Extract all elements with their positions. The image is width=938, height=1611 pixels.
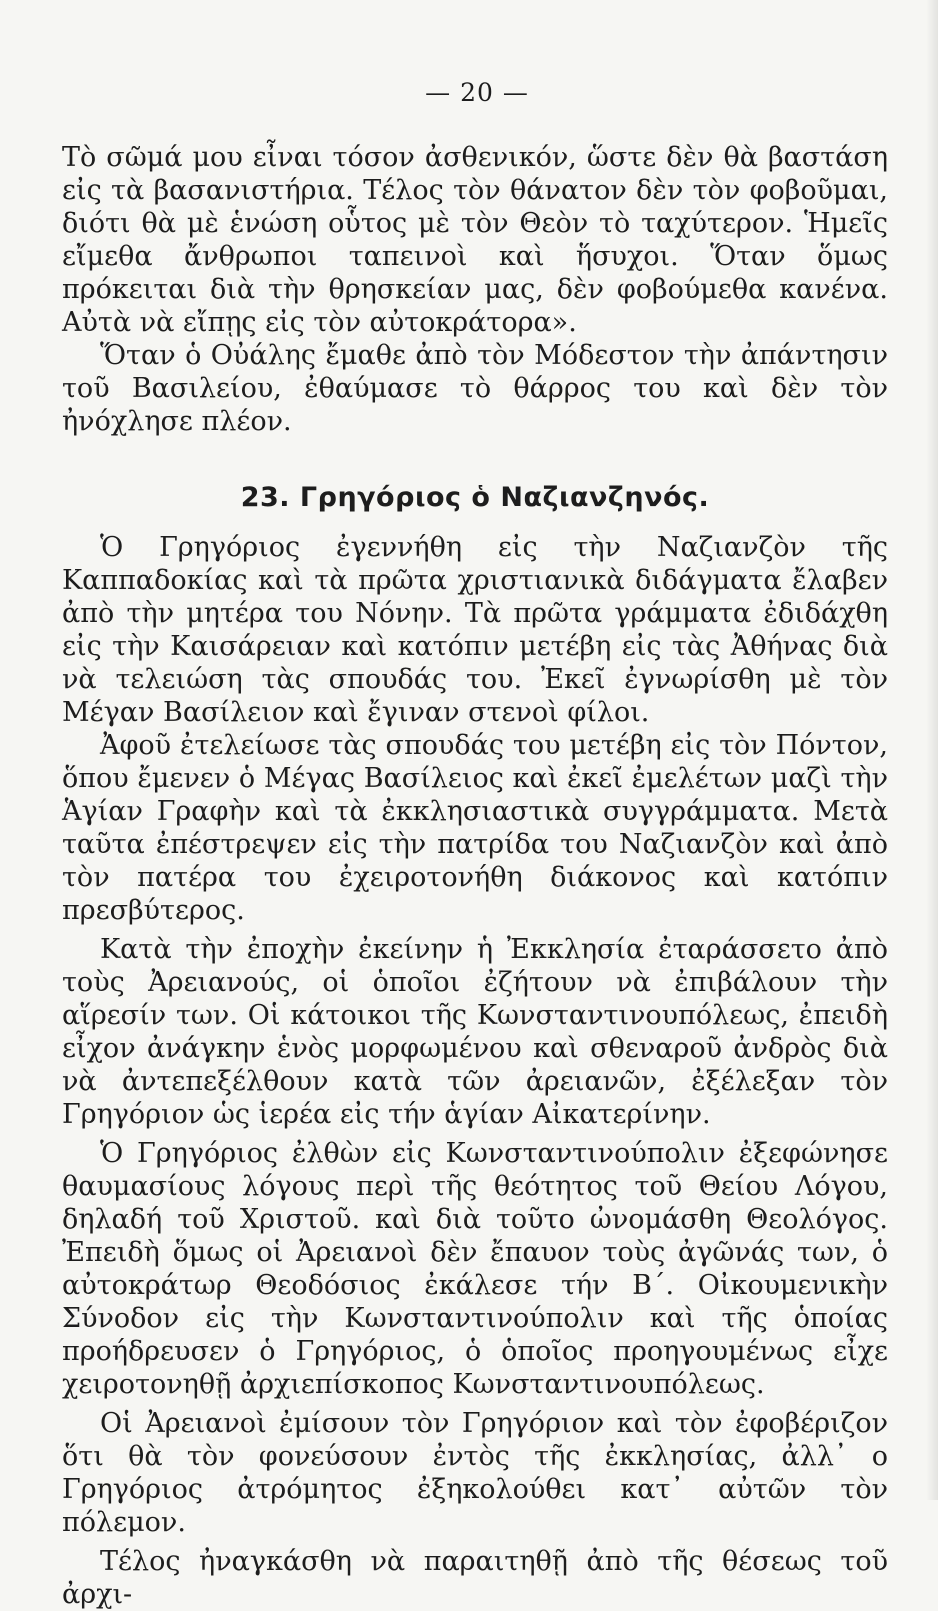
paragraph-before-2: Ὅταν ὁ Οὐάλης ἔμαθε ἀπὸ τὸν Μόδεστον τὴν ἀπάντησιν τοῦ Βασιλείου, ἐθαύμασε τὸ θάρρος του καὶ δὲν τὸν ἠνόχλησε πλέον. bbox=[62, 340, 888, 437]
page-number: — 20 — bbox=[425, 78, 529, 107]
paragraph-3: Κατὰ τὴν ἐποχὴν ἐκείνην ἡ Ἐκκλησία ἐταράσσετο ἀπὸ τοὺς Ἀρειανούς, οἱ ὁποῖοι ἐζήτουν νὰ ἐπιβάλουν τὴν αἵρεσίν των. Οἱ κάτοικοι τῆς Κωνσταντινουπόλεως, ἐπειδὴ εἶχον ἀνάγκην ἑνὸς μορφωμένου καὶ σθεναροῦ ἀνδρὸς διὰ νὰ ἀντεπεξέλθουν κατὰ τῶν ἀρειανῶν, ἐξέλεξαν τὸν Γρηγόριον ὡς ἱερέα εἰς τήν ἁγίαν Αἰκατερίνην. bbox=[62, 934, 888, 1130]
paragraph-before-1: Τὸ σῶμά μου εἶναι τόσον ἀσθενικόν, ὥστε δὲν θὰ βαστάση εἰς τὰ βασανιστήρια. Τέλος τὸν θάνατον δὲν τὸν φοβοῦμαι, διότι θὰ μὲ ἑνώση οὗτος μὲ τὸν Θεὸν τὸ ταχύτερον. Ἡμεῖς εἴμεθα ἄνθρωποι ταπεινοὶ καὶ ἥσυχοι. Ὅταν ὅμως πρόκειται διὰ τὴν θρησκείαν μας, δὲν φοβούμεθα κανένα. Αὐτὰ νὰ εἴπῃς εἰς τὸν αὐτοκράτορα». bbox=[62, 142, 888, 338]
section-title: 23. Γρηγόριος ὁ Ναζιανζηνός. bbox=[240, 482, 710, 513]
paragraph-4: Ὁ Γρηγόριος ἐλθὼν εἰς Κωνσταντινούπολιν ἐξεφώνησε θαυμασίους λόγους περὶ τῆς θεότητος τοῦ Θείου Λόγου, δηλαδή τοῦ Χριστοῦ. καὶ διὰ τοῦτο ὠνομάσθη Θεολόγος. Ἐπειδὴ ὅμως οἱ Ἀρειανοὶ δὲν ἔπαυον τοὺς ἀγῶνάς των, ὁ αὐτοκράτωρ Θεοδόσιος ἐκάλεσε τήν Β΄. Οἰκουμενικὴν Σύνοδον εἰς τὴν Κωνσταντινούπολιν καὶ τῆς ὁποίας προήδρευσεν ὁ Γρηγόριος, ὁ ὁποῖος προηγουμένως εἶχε χειροτονηθῇ ἀρχιεπίσκοπος Κωνσταντινουπόλεως. bbox=[62, 1138, 888, 1400]
paragraph-6: Τέλος ἠναγκάσθη νὰ παραιτηθῇ ἀπὸ τῆς θέσεως τοῦ ἀρχι- bbox=[62, 1546, 888, 1610]
paragraph-2: Ἀφοῦ ἐτελείωσε τὰς σπουδάς του μετέβη εἰς τὸν Πόντον, ὅπου ἔμενεν ὁ Μέγας Βασίλειος καὶ ἐκεῖ ἐμελέτων μαζὶ τὴν Ἁγίαν Γραφὴν καὶ τὰ ἐκκλησιαστικὰ συγγράμματα. Μετὰ ταῦτα ἐπέστρεψεν εἰς τὴν πατρίδα του Ναζιανζὸν καὶ ἀπὸ τὸν πατέρα του ἐχειροτονήθη διάκονος καὶ κατόπιν πρεσβύτερος. bbox=[62, 730, 888, 926]
paragraph-5: Οἱ Ἀρειανοὶ ἐμίσουν τὸν Γρηγόριον καὶ τὸν ἐφοβέριζον ὅτι θὰ τὸν φονεύσουν ἐντὸς τῆς ἐκκλησίας, ἀλλ᾽ ο Γρηγόριος ἀτρόμητος ἐξηκολούθει κατ᾽ αὐτῶν τὸν πόλεμον. bbox=[62, 1408, 888, 1538]
paragraph-1: Ὁ Γρηγόριος ἐγεννήθη εἰς τὴν Ναζιανζὸν τῆς Καππαδοκίας καὶ τὰ πρῶτα χριστιανικὰ διδάγματα ἔλαβεν ἀπὸ τὴν μητέρα του Νόνην. Τὰ πρῶτα γράμματα ἐδιδάχθη εἰς τὴν Καισάρειαν καὶ κατόπιν μετέβη εἰς τὰς Ἀθήνας διὰ νὰ τελειώση τὰς σπουδάς του. Ἐκεῖ ἐγνωρίσθη μὲ τὸν Μέγαν Βασίλειον καὶ ἔγιναν στενοὶ φίλοι. bbox=[62, 532, 888, 728]
